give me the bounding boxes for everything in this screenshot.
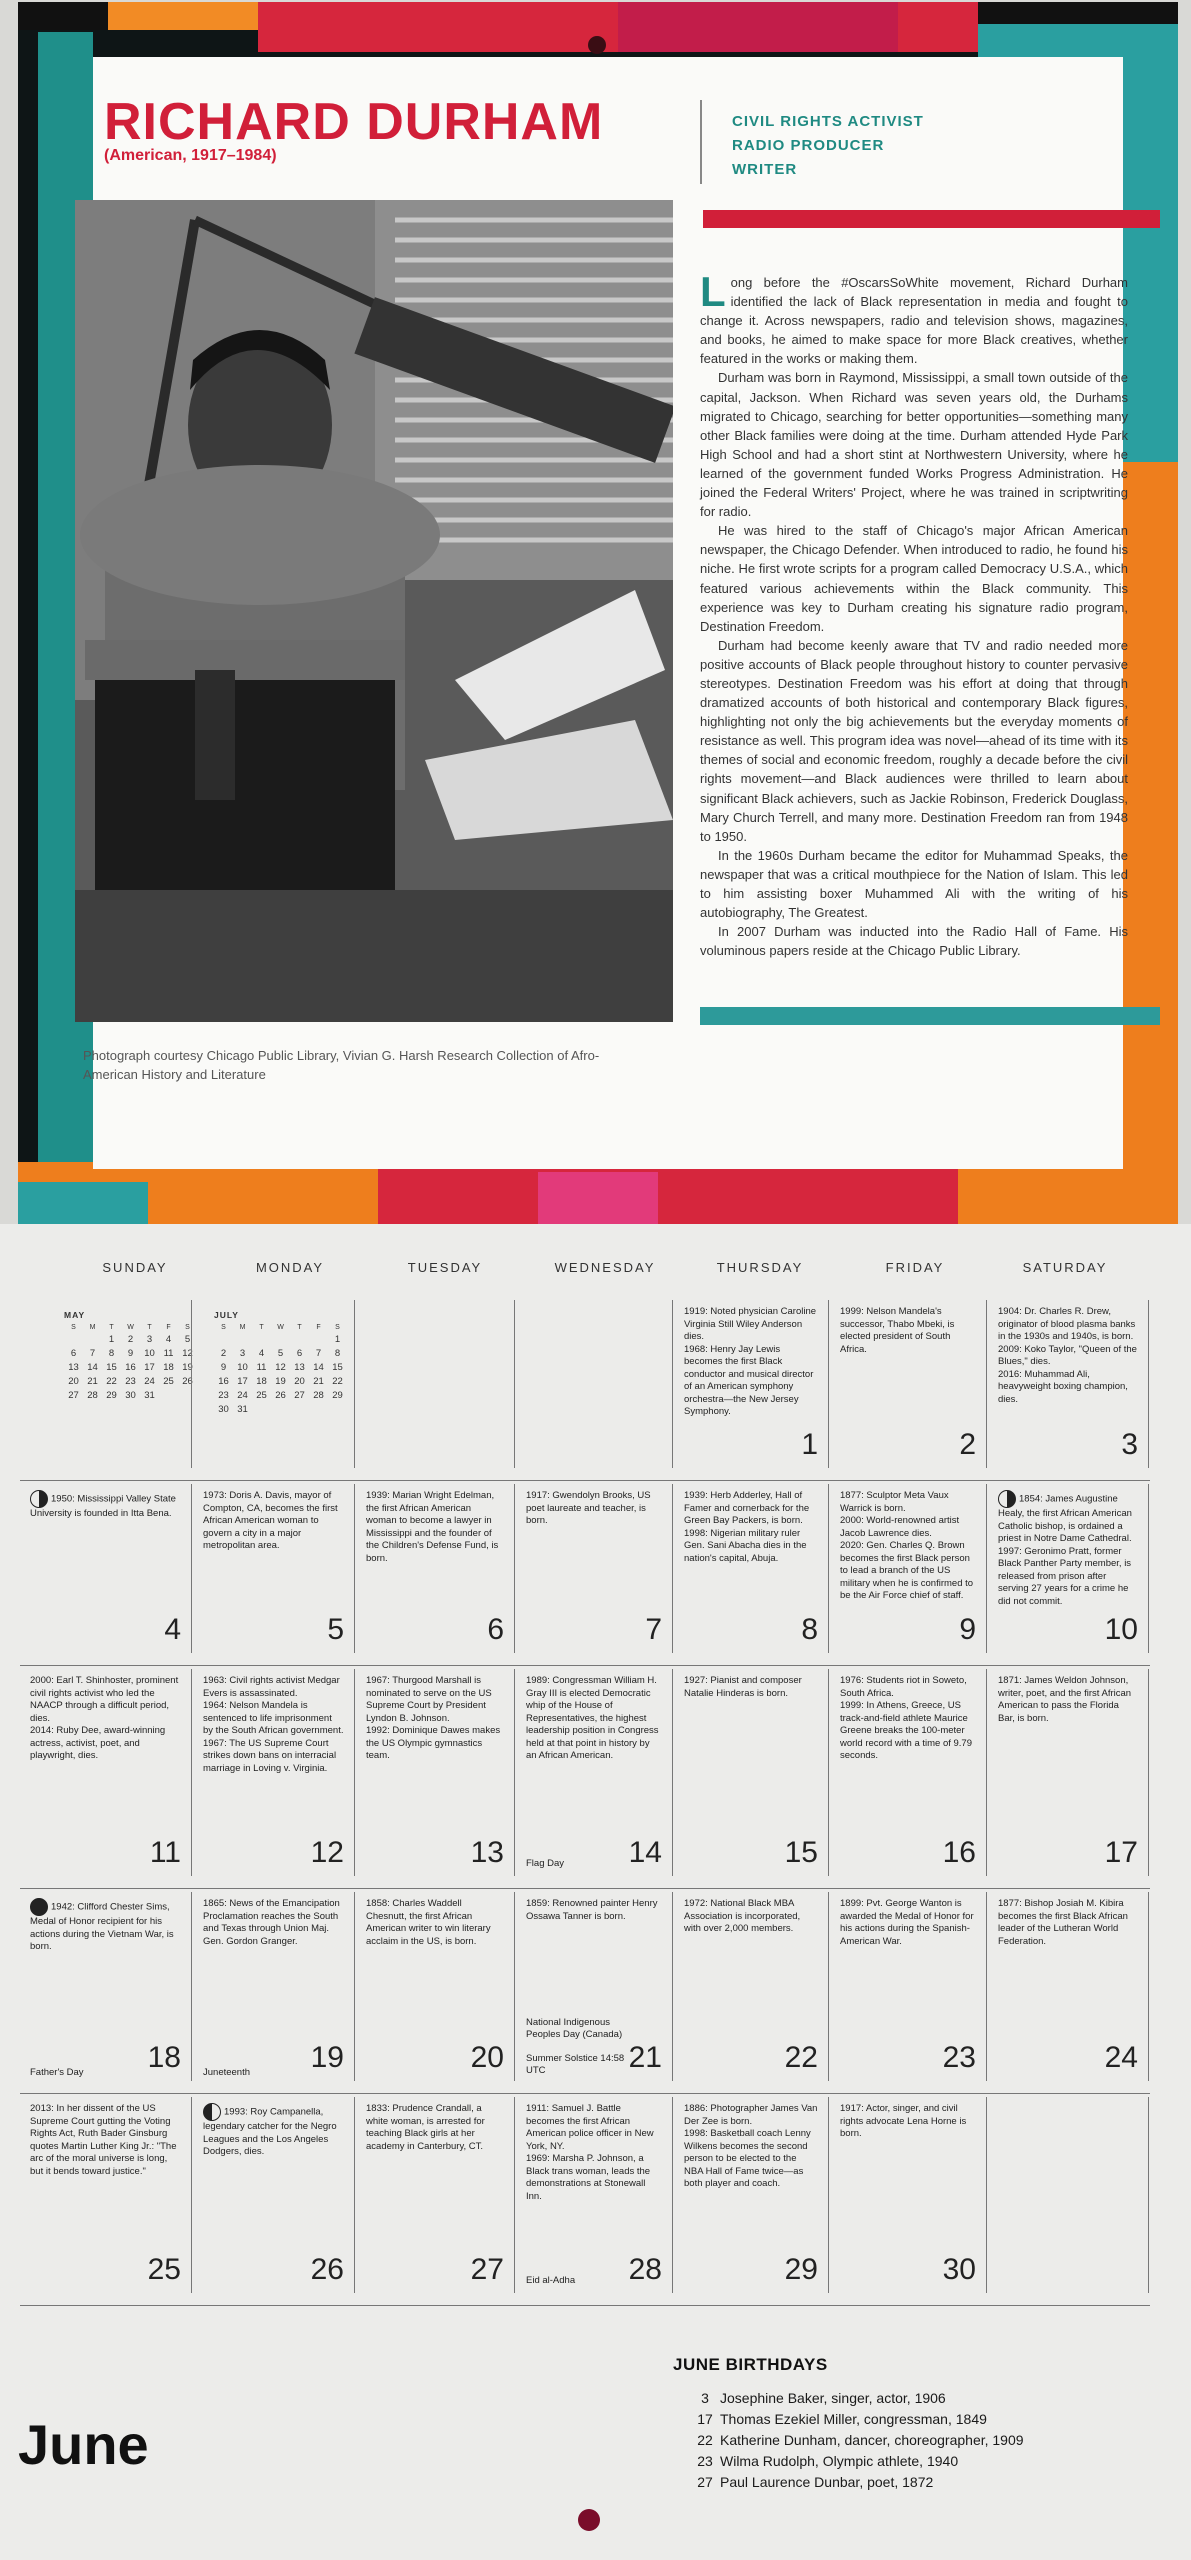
roles-list bbox=[732, 110, 924, 182]
day-cell-border bbox=[514, 1300, 515, 1468]
mini-day: 28 bbox=[87, 1390, 98, 1401]
bio-paragraph bbox=[700, 268, 1128, 368]
weekday-header: FRIDAY bbox=[885, 1260, 945, 1275]
mini-day: 18 bbox=[163, 1362, 174, 1373]
day-events bbox=[840, 1306, 976, 1356]
mini-day: 19 bbox=[275, 1376, 286, 1387]
day-cell-border bbox=[986, 1669, 987, 1876]
day-number: 2 bbox=[959, 1428, 976, 1461]
day-cell-border bbox=[828, 1300, 829, 1468]
day-event-text: 1967: Thurgood Marshall is nominated to serve on the US Supreme Court by President Lyndon B. Johnson. 1992: Dominique Dawes makes the US Olympic gymnastics team. bbox=[366, 1675, 501, 1761]
red-accent-bar bbox=[703, 210, 1160, 228]
mini-day bbox=[290, 1334, 309, 1345]
day-number: 22 bbox=[784, 2041, 818, 2074]
birthdays-title: JUNE BIRTHDAYS bbox=[673, 2355, 828, 2374]
mini-day bbox=[252, 1334, 271, 1345]
mini-day: 6 bbox=[296, 1348, 303, 1359]
day-events bbox=[526, 2103, 662, 2203]
day-events bbox=[684, 2103, 818, 2191]
holiday-label: Flag Day bbox=[526, 1858, 565, 1869]
mini-day: 29 bbox=[106, 1390, 117, 1401]
mini-weekday: S bbox=[185, 1324, 190, 1331]
mini-day: 14 bbox=[313, 1362, 324, 1373]
birthday-text: Josephine Baker, singer, actor, 1906 bbox=[720, 2390, 946, 2406]
birthday-item bbox=[690, 2388, 1024, 2409]
holiday-label: National Indigenous Peoples Day (Canada) bbox=[526, 2017, 623, 2040]
mini-day: 4 bbox=[165, 1334, 172, 1345]
hanging-hole bbox=[578, 2509, 600, 2531]
mini-calendar-grid bbox=[64, 1324, 197, 1401]
day-events bbox=[840, 1675, 976, 1763]
day-cell-border bbox=[354, 1484, 355, 1653]
day-event-text: 1973: Doris A. Davis, mayor of Compton, CA, becomes the first African American woman to govern a city in a major metropolitan area. bbox=[203, 1490, 338, 1551]
portrait-photo bbox=[75, 200, 673, 1022]
birthday-item bbox=[690, 2472, 1024, 2493]
mini-day: 15 bbox=[332, 1362, 343, 1373]
mini-day: 27 bbox=[68, 1390, 79, 1401]
teal-accent-bar bbox=[700, 1007, 1160, 1025]
magenta-band-top bbox=[618, 2, 898, 52]
day-events bbox=[840, 2103, 976, 2141]
mini-day: 23 bbox=[218, 1390, 229, 1401]
mini-day: 9 bbox=[127, 1348, 134, 1359]
mini-day: 12 bbox=[182, 1348, 193, 1359]
mini-day: 26 bbox=[275, 1390, 286, 1401]
day-event-text: 1950: Mississippi Valley State University is founded in Itta Bena. bbox=[30, 1493, 176, 1519]
biography-text bbox=[700, 268, 1128, 960]
mini-weekday: M bbox=[89, 1324, 96, 1331]
mini-day: 10 bbox=[237, 1362, 248, 1373]
mini-day bbox=[309, 1334, 328, 1345]
week-divider bbox=[20, 2093, 1150, 2094]
day-events bbox=[203, 2103, 344, 2159]
day-cell-border bbox=[828, 1892, 829, 2081]
day-events bbox=[30, 1490, 181, 1521]
day-events bbox=[684, 1898, 818, 1936]
day-cell-border bbox=[986, 1300, 987, 1468]
birthday-day: 27 bbox=[697, 2474, 713, 2490]
day-cell-border bbox=[672, 1300, 673, 1468]
day-number: 8 bbox=[801, 1613, 818, 1646]
moon-phase-icon bbox=[30, 1490, 48, 1508]
role-item: RADIO PRODUCER bbox=[732, 137, 885, 154]
day-events bbox=[30, 1675, 181, 1763]
day-event-text: 1939: Marian Wright Edelman, the first African American woman to become a lawyer in Mississippi and the founder of the Children's Defense Fund, is born. bbox=[366, 1490, 499, 1564]
day-event-text: 1999: Nelson Mandela's successor, Thabo Mbeki, is elected president of South Africa. bbox=[840, 1306, 955, 1355]
mini-day: 21 bbox=[313, 1376, 324, 1387]
mini-day: 22 bbox=[106, 1376, 117, 1387]
mini-day: 23 bbox=[125, 1376, 136, 1387]
mini-day: 8 bbox=[334, 1348, 341, 1359]
mini-day bbox=[83, 1334, 102, 1345]
day-events bbox=[526, 1898, 662, 1923]
week-divider bbox=[20, 2305, 1150, 2306]
birthdays-list bbox=[690, 2388, 1024, 2493]
day-events bbox=[203, 1675, 344, 1775]
mini-day: 22 bbox=[332, 1376, 343, 1387]
day-number: 5 bbox=[327, 1613, 344, 1646]
mini-weekday: M bbox=[239, 1324, 246, 1331]
day-events bbox=[998, 1490, 1138, 1608]
role-item: WRITER bbox=[732, 161, 798, 178]
day-number: 19 bbox=[310, 2041, 344, 2074]
day-number: 14 bbox=[628, 1836, 662, 1869]
calendar-page bbox=[0, 1224, 1191, 2560]
day-number: 23 bbox=[942, 2041, 976, 2074]
day-number: 7 bbox=[645, 1613, 662, 1646]
mini-day: 31 bbox=[144, 1390, 155, 1401]
day-cell-border bbox=[672, 1892, 673, 2081]
birthday-day: 17 bbox=[697, 2411, 713, 2427]
mini-day: 3 bbox=[146, 1334, 153, 1345]
holiday-label: Juneteenth bbox=[203, 2067, 251, 2078]
pink-band-bottom bbox=[538, 1172, 658, 1224]
day-event-text: 1972: National Black MBA Association is incorporated, with over 2,000 members. bbox=[684, 1898, 801, 1934]
mini-day: 3 bbox=[239, 1348, 246, 1359]
mini-day bbox=[214, 1334, 233, 1345]
day-events bbox=[366, 1898, 504, 1948]
day-number: 30 bbox=[942, 2253, 976, 2286]
holiday-label: Eid al-Adha bbox=[526, 2275, 576, 2286]
mini-weekday: W bbox=[127, 1324, 134, 1331]
mini-day: 20 bbox=[68, 1376, 79, 1387]
week-divider bbox=[20, 1665, 1150, 1666]
day-cell-border bbox=[354, 2097, 355, 2293]
mini-weekday: T bbox=[259, 1324, 264, 1331]
mini-day: 17 bbox=[237, 1376, 248, 1387]
bio-paragraph: In the 1960s Durham became the editor for Muhammad Speaks, the newspaper that was a critical mouthpiece for the Nation of Islam. This led to him assisting boxer Muhammed Ali with the writing of his autobiography, The Greatest. bbox=[700, 847, 1128, 921]
mini-day: 2 bbox=[220, 1348, 227, 1359]
day-events bbox=[30, 2103, 181, 2178]
mini-day: 13 bbox=[68, 1362, 79, 1373]
day-event-text: 1858: Charles Waddell Chesnutt, the first African American writer to win literary acclaim in the US, is born. bbox=[366, 1898, 491, 1947]
day-events bbox=[684, 1490, 818, 1565]
month-name: June bbox=[18, 2413, 149, 2476]
day-event-text: 1963: Civil rights activist Medgar Evers is assassinated. 1964: Nelson Mandela is sentenced to life imprisonment by the South African government. 1967: The US Supreme Court strikes down bans on interracial marriage in Loving v. Virginia. bbox=[203, 1675, 344, 1774]
day-number: 16 bbox=[942, 1836, 976, 1869]
orange-band-top bbox=[108, 2, 258, 30]
mini-day: 17 bbox=[144, 1362, 155, 1373]
birthday-day: 22 bbox=[697, 2432, 713, 2448]
mini-day bbox=[271, 1334, 290, 1345]
day-events bbox=[30, 1898, 181, 1954]
bio-paragraph: Durham had become keenly aware that TV and radio needed more positive accounts of Black people throughout history to counter pervasive stereotypes. Destination Freedom was his effort at doing that through dramatized accounts of both historical and contemporary Black figures, highlighting not only the big achievements but the everyday moments of resistance as well. This program idea was novel—ahead of its time with its themes of social and economic freedom, roughly a decade before the civil rights movement—and Black audiences were thrilled to learn about significant Black achievers, such as Jackie Robinson, Frederick Douglass, Mary Church Terrell, and many more. Destination Freedom ran from 1948 to 1950. bbox=[700, 637, 1128, 844]
mini-day: 24 bbox=[144, 1376, 155, 1387]
mini-day: 2 bbox=[127, 1334, 134, 1345]
day-cell-border bbox=[191, 1484, 192, 1653]
weekday-header: SATURDAY bbox=[1022, 1260, 1108, 1275]
holiday-label: Father's Day bbox=[30, 2067, 84, 2078]
day-events bbox=[203, 1490, 344, 1553]
mini-day: 24 bbox=[237, 1390, 248, 1401]
day-number: 24 bbox=[1104, 2041, 1138, 2074]
birthday-text: Katherine Dunham, dancer, choreographer, 1909 bbox=[720, 2432, 1024, 2448]
day-events bbox=[366, 1675, 504, 1763]
day-cell-border bbox=[672, 1669, 673, 1876]
day-events bbox=[998, 1675, 1138, 1725]
mini-weekday: S bbox=[221, 1324, 226, 1331]
mini-weekday: S bbox=[71, 1324, 76, 1331]
day-cell-border bbox=[354, 1300, 355, 1468]
day-cell-border bbox=[191, 1669, 192, 1876]
birthday-item bbox=[690, 2430, 1024, 2451]
weekday-header: MONDAY bbox=[255, 1260, 325, 1275]
mini-day: 30 bbox=[125, 1390, 136, 1401]
photo-credit: Photograph courtesy Chicago Public Library, Vivian G. Harsh Research Collection of Afro-American History and Literature bbox=[83, 1048, 600, 1082]
mini-day: 9 bbox=[220, 1362, 227, 1373]
day-cell-border bbox=[986, 2097, 987, 2293]
birthday-text: Paul Laurence Dunbar, poet, 1872 bbox=[720, 2474, 934, 2490]
role-item: CIVIL RIGHTS ACTIVIST bbox=[732, 113, 924, 130]
day-event-text: 1904: Dr. Charles R. Drew, originator of blood plasma banks in the 1930s and 1940s, is born. 2009: Koko Taylor, "Queen of the Blues," dies. 2016: Muhammad Ali, heavyweight boxing champion, dies. bbox=[998, 1306, 1137, 1405]
day-number: 1 bbox=[801, 1428, 818, 1461]
mini-day: 6 bbox=[70, 1348, 77, 1359]
day-cell-border bbox=[1148, 1892, 1149, 2081]
day-event-text: 1854: James Augustine Healy, the first African American Catholic bishop, is ordained a priest in Notre Dame Cathedral. 1997: Geronimo Pratt, former Black Panther Party member, is released from prison after serving 27 years for a crime he did not commit. bbox=[998, 1493, 1132, 1607]
birthday-item bbox=[690, 2409, 1024, 2430]
mini-day: 5 bbox=[184, 1334, 191, 1345]
day-number: 27 bbox=[470, 2253, 504, 2286]
page-subtitle: (American, 1917–1984) bbox=[104, 147, 277, 164]
day-events bbox=[840, 1898, 976, 1948]
day-event-text: 1859: Renowned painter Henry Ossawa Tanner is born. bbox=[526, 1898, 658, 1922]
day-events bbox=[526, 1490, 662, 1528]
day-cell-border bbox=[1148, 1484, 1149, 1653]
mini-day: 16 bbox=[218, 1376, 229, 1387]
day-event-text: 1939: Herb Adderley, Hall of Famer and cornerback for the Green Bay Packers, is born. 1998: Nigerian military ruler Gen. Sani Abacha dies in the nation's capital, Abuja. bbox=[684, 1490, 810, 1564]
drop-cap: L bbox=[700, 268, 726, 315]
mini-day: 14 bbox=[87, 1362, 98, 1373]
day-events bbox=[526, 1675, 662, 1763]
mini-weekday: W bbox=[277, 1324, 284, 1331]
hanging-hole bbox=[588, 36, 606, 54]
weekday-header: TUESDAY bbox=[407, 1260, 483, 1275]
day-cell-border bbox=[354, 1669, 355, 1876]
day-events bbox=[684, 1675, 818, 1700]
mini-weekday: T bbox=[297, 1324, 302, 1331]
day-events bbox=[203, 1898, 344, 1948]
day-events bbox=[366, 2103, 504, 2153]
day-event-text: 1976: Students riot in Soweto, South Africa. 1999: In Athens, Greece, US track-and-field athlete Maurice Greene breaks the 100-meter world record with a time of 9.79 seconds. bbox=[840, 1675, 973, 1761]
birthday-item bbox=[690, 2451, 1024, 2472]
mini-day: 1 bbox=[108, 1334, 115, 1345]
bio-text: ong before the #OscarsSoWhite movement, Richard Durham identified the lack of Black representation in media and fought to change it. Across newspapers, radio and television shows, magazines, and books, he aimed to make space for more Black creatives, whether featured in the works or making them. bbox=[700, 275, 1128, 367]
day-number: 3 bbox=[1121, 1428, 1138, 1461]
mini-day: 26 bbox=[182, 1376, 193, 1387]
day-cell-border bbox=[514, 1669, 515, 1876]
day-cell-border bbox=[672, 1484, 673, 1653]
day-number: 9 bbox=[959, 1613, 976, 1646]
day-cell-border bbox=[514, 1484, 515, 1653]
weekday-header: WEDNESDAY bbox=[554, 1260, 656, 1275]
day-number: 12 bbox=[310, 1836, 344, 1869]
day-number: 15 bbox=[784, 1836, 818, 1869]
mini-day: 7 bbox=[89, 1348, 96, 1359]
bio-paragraph: Durham was born in Raymond, Mississippi, a small town outside of the capital, Jackson. When Richard was seven years old, the Durhams migrated to Chicago, searching for better opportunities—something many other Black families were doing at the time. Durham attended Hyde Park High School and had a short stint at Northwestern University, where he learned of the government funded Works Progress Administration. He joined the Federal Writers' Project, where he was trained in scriptwriting for radio. bbox=[700, 370, 1128, 520]
mini-day: 11 bbox=[256, 1362, 267, 1373]
day-event-text: 1865: News of the Emancipation Proclamation reaches the South and Texas through Union Maj. Gen. Gordon Granger. bbox=[203, 1898, 340, 1947]
day-event-text: 1877: Sculptor Meta Vaux Warrick is born. 2000: World-renowned artist Jacob Lawrence dies. 2020: Gen. Charles Q. Brown becomes the first Black person to lead a branch of the US military when he is confirmed to be the Air Force chief of staff. bbox=[840, 1490, 974, 1601]
day-event-text: 1917: Gwendolyn Brooks, US poet laureate and teacher, is born. bbox=[526, 1490, 651, 1526]
bio-paragraph: He was hired to the staff of Chicago's major African American newspaper, the Chicago Defender. When introduced to radio, he found his niche. He first wrote scripts for a program called Democracy U.S.A., which featured various achievements within the Black community. This experience was key to Durham creating his signature radio program, Destination Freedom. bbox=[700, 523, 1128, 634]
mini-day: 27 bbox=[294, 1390, 305, 1401]
day-events bbox=[998, 1306, 1138, 1406]
teal-band-bottom-left bbox=[18, 1182, 148, 1224]
day-events bbox=[366, 1490, 504, 1565]
day-cell-border bbox=[1148, 1669, 1149, 1876]
day-number: 26 bbox=[310, 2253, 344, 2286]
birthday-text: Thomas Ezekiel Miller, congressman, 1849 bbox=[720, 2411, 987, 2427]
mini-calendar-may bbox=[64, 1310, 197, 1401]
day-number: 10 bbox=[1104, 1613, 1138, 1646]
mini-weekday: F bbox=[316, 1324, 321, 1331]
day-events bbox=[840, 1490, 976, 1603]
day-cell-border bbox=[986, 1892, 987, 2081]
day-number: 25 bbox=[147, 2253, 181, 2286]
mini-weekday: T bbox=[109, 1324, 114, 1331]
mini-day: 28 bbox=[313, 1390, 324, 1401]
page-title: RICHARD DURHAM bbox=[104, 93, 604, 151]
day-cell-border bbox=[672, 2097, 673, 2293]
day-cell-border bbox=[191, 1300, 192, 1468]
day-event-text: 1942: Clifford Chester Sims, Medal of Honor recipient for his actions during the Vietnam War, is born. bbox=[30, 1901, 174, 1952]
mini-weekday: F bbox=[166, 1324, 171, 1331]
day-cell-border bbox=[191, 2097, 192, 2293]
birthday-day: 23 bbox=[697, 2453, 713, 2469]
birthday-day: 3 bbox=[701, 2390, 709, 2406]
mini-day bbox=[233, 1334, 252, 1345]
day-cell-border bbox=[1148, 2097, 1149, 2293]
day-event-text: 1917: Actor, singer, and civil rights advocate Lena Horne is born. bbox=[840, 2103, 967, 2139]
mini-day: 15 bbox=[106, 1362, 117, 1373]
mini-day: 25 bbox=[256, 1390, 267, 1401]
day-cell-border bbox=[828, 1669, 829, 1876]
mini-calendar-title: MAY bbox=[64, 1310, 86, 1320]
moon-phase-icon bbox=[203, 2103, 221, 2121]
mini-day: 25 bbox=[163, 1376, 174, 1387]
day-events bbox=[998, 1898, 1138, 1948]
mini-calendar-title: JULY bbox=[214, 1310, 239, 1320]
mini-day: 8 bbox=[108, 1348, 115, 1359]
title-divider bbox=[700, 100, 702, 184]
day-cell-border bbox=[191, 1892, 192, 2081]
day-number: 20 bbox=[470, 2041, 504, 2074]
mini-day: 21 bbox=[87, 1376, 98, 1387]
day-event-text: 1911: Samuel J. Battle becomes the first African American police officer in New York, NY. 1969: Marsha P. Johnson, a Black trans woman, leads the demonstrations at Stonewall Inn. bbox=[526, 2103, 654, 2202]
mini-day: 18 bbox=[256, 1376, 267, 1387]
day-cell-border bbox=[986, 1484, 987, 1653]
mini-weekday: S bbox=[335, 1324, 340, 1331]
weekday-header: THURSDAY bbox=[716, 1260, 804, 1275]
mini-day: 19 bbox=[182, 1362, 193, 1373]
mini-day: 5 bbox=[277, 1348, 284, 1359]
day-number: 17 bbox=[1104, 1836, 1138, 1869]
day-event-text: 1877: Bishop Josiah M. Kibira becomes the first Black African leader of the Lutheran World Federation. bbox=[998, 1898, 1128, 1947]
day-event-text: 1886: Photographer James Van Der Zee is born. 1998: Basketball coach Lenny Wilkens becomes the second person to be elected to the NBA Hall of Fame twice—as both player and coach. bbox=[684, 2103, 818, 2189]
mini-day: 20 bbox=[294, 1376, 305, 1387]
day-cell-border bbox=[828, 1484, 829, 1653]
mini-day: 4 bbox=[258, 1348, 265, 1359]
mini-calendar-grid bbox=[214, 1324, 347, 1415]
moon-phase-icon bbox=[998, 1490, 1016, 1508]
day-event-text: 1899: Pvt. George Wanton is awarded the Medal of Honor for his actions during the Spanish-American War. bbox=[840, 1898, 974, 1947]
day-number: 29 bbox=[784, 2253, 818, 2286]
mini-day: 11 bbox=[163, 1348, 174, 1359]
day-event-text: 2000: Earl T. Shinhoster, prominent civil rights activist who led the NAACP through a difficult period, dies. 2014: Ruby Dee, award-winning actress, activist, poet, and playwright, dies. bbox=[30, 1675, 179, 1761]
day-number: 6 bbox=[487, 1613, 504, 1646]
mini-day: 7 bbox=[315, 1348, 322, 1359]
mini-day: 10 bbox=[144, 1348, 155, 1359]
day-number: 21 bbox=[628, 2041, 662, 2074]
day-number: 4 bbox=[164, 1613, 181, 1646]
day-event-text: 1993: Roy Campanella, legendary catcher for the Negro Leagues and the Los Angeles Dodgers, dies. bbox=[203, 2106, 337, 2157]
day-number: 11 bbox=[149, 1836, 181, 1869]
mini-day: 1 bbox=[334, 1334, 341, 1345]
day-event-text: 1871: James Weldon Johnson, writer, poet, and the first African American to pass the Florida Bar, is born. bbox=[998, 1675, 1132, 1724]
day-cell-border bbox=[354, 1892, 355, 2081]
mini-day: 30 bbox=[218, 1404, 229, 1415]
moon-phase-icon bbox=[30, 1898, 48, 1916]
weekday-header: SUNDAY bbox=[102, 1260, 168, 1275]
day-number: 28 bbox=[628, 2253, 662, 2286]
mini-day bbox=[64, 1334, 83, 1345]
mini-day: 16 bbox=[125, 1362, 136, 1373]
day-events bbox=[684, 1306, 818, 1419]
mini-calendar-july bbox=[214, 1310, 347, 1415]
day-event-text: 1989: Congressman William H. Gray III is elected Democratic whip of the House of Representatives, the highest leadership position in Congress held at that point in history by an African American. bbox=[526, 1675, 659, 1761]
holiday-label: Summer Solstice 14:58 UTC bbox=[526, 2053, 625, 2076]
week-divider bbox=[20, 1480, 1150, 1481]
mini-day: 13 bbox=[294, 1362, 305, 1373]
red-band-bottom bbox=[378, 1162, 958, 1224]
day-cell-border bbox=[828, 2097, 829, 2293]
mini-weekday: T bbox=[147, 1324, 152, 1331]
day-cell-border bbox=[514, 2097, 515, 2293]
mini-day: 12 bbox=[275, 1362, 286, 1373]
week-divider bbox=[20, 1888, 1150, 1889]
day-number: 18 bbox=[147, 2041, 181, 2074]
day-number: 13 bbox=[470, 1836, 504, 1869]
mini-day: 29 bbox=[332, 1390, 343, 1401]
mini-day: 31 bbox=[237, 1404, 248, 1415]
bio-paragraph: In 2007 Durham was inducted into the Radio Hall of Fame. His voluminous papers reside at the Chicago Public Library. bbox=[700, 924, 1128, 959]
day-cell-border bbox=[1148, 1300, 1149, 1468]
day-event-text: 1919: Noted physician Caroline Virginia Still Wiley Anderson dies. 1968: Henry Jay Lewis becomes the first Black conductor and musical director of an American symphony orchestra—the New Jersey Symphony. bbox=[684, 1306, 817, 1417]
day-event-text: 2013: In her dissent of the US Supreme Court gutting the Voting Rights Act, Ruth Bader Ginsburg quotes Martin Luther King Jr.: "The arc of the moral universe is long, but it bends toward justice." bbox=[30, 2103, 177, 2177]
day-event-text: 1927: Pianist and composer Natalie Hinderas is born. bbox=[684, 1675, 802, 1699]
day-event-text: 1833: Prudence Crandall, a white woman, is arrested for teaching Black girls at her academy in Canterbury, CT. bbox=[366, 2103, 485, 2152]
birthday-text: Wilma Rudolph, Olympic athlete, 1940 bbox=[720, 2453, 959, 2469]
day-cell-border bbox=[514, 1892, 515, 2081]
